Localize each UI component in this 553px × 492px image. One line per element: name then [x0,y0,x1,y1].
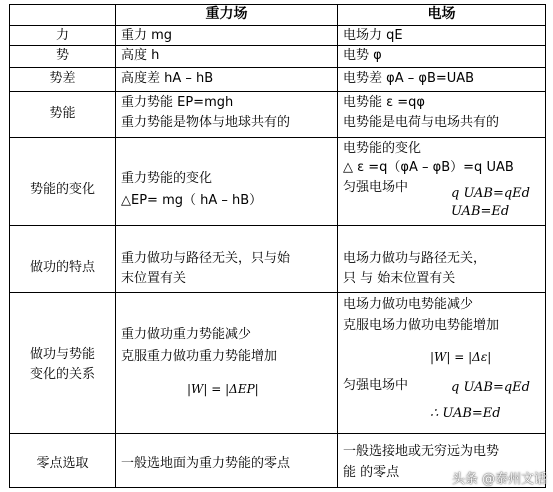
electric-work-decrease-note: 电场力做功电势能减少 [343,297,474,312]
gravity-work-characteristics-line2: 末位置有关 [121,271,187,286]
electric-work-formula-2: q UAB=qEd [451,380,530,395]
row-label-potential-energy: 势能 [49,106,76,121]
gravity-height-cell: 高度 h [121,48,160,63]
row-divider [9,25,545,26]
row-label-work-energy-relation-line1: 做功与势能 [29,347,95,362]
gravity-potential-energy-formula: 重力势能 EP=mgh [121,95,234,110]
table-border-right [545,4,546,488]
row-divider [9,433,545,434]
gravity-work-increase-note: 克服重力做功重力势能增加 [121,349,278,364]
electric-potential-energy-note: 电势能是电荷与电场共有的 [343,115,500,130]
gravity-work-decrease-note: 重力做功重力势能减少 [121,327,252,342]
row-divider [9,225,545,226]
row-label-work-characteristics: 做功的特点 [29,260,95,275]
header-electric-field: 电场 [427,6,456,22]
row-divider [9,292,545,293]
electric-potential-cell: 电势 φ [343,48,382,63]
electric-zero-point-line1: 一般选接地或无穷远为电势 [343,444,500,459]
gravity-energy-change-title: 重力势能的变化 [121,171,213,186]
electric-energy-change-title: 电势能的变化 [343,141,422,156]
column-divider [337,4,338,488]
column-divider [115,4,116,488]
electric-force-cell: 电场力 qE [343,28,403,43]
gravity-height-difference-cell: 高度差 hA – hB [121,71,214,86]
row-label-potential-difference: 势差 [49,71,76,86]
header-gravity-field: 重力场 [205,6,248,22]
electric-work-formula: q UAB=qEd [451,186,530,201]
table-border-top [9,4,545,5]
electric-voltage-formula-2: ∴ UAB=Ed [430,406,501,421]
gravity-potential-energy-note: 重力势能是物体与地球共有的 [121,115,291,130]
electric-work-increase-note: 克服电场力做功电势能增加 [343,318,500,333]
electric-potential-energy-formula: 电势能 ε =qφ [343,95,426,110]
electric-uniform-field-label-2: 匀强电场中 [343,378,409,393]
gravity-zero-point-cell: 一般选地面为重力势能的零点 [121,456,291,471]
row-label-zero-point: 零点选取 [36,456,89,471]
row-label-energy-change: 势能的变化 [29,182,95,197]
electric-zero-point-line2: 能 的零点 [343,465,400,480]
row-divider [9,137,545,138]
electric-voltage-formula: UAB=Ed [451,204,510,219]
electric-potential-difference-cell: 电势差 φA – φB=UAB [343,71,475,86]
row-label-potential: 势 [55,48,69,63]
electric-uniform-field-label: 匀强电场中 [343,180,409,195]
electric-work-characteristics-line2: 只 与 始末位置有关 [343,271,456,286]
table-border-bottom [9,487,545,488]
watermark: 头条 @泰州文话 [451,472,547,487]
row-label-work-energy-relation-line2: 变化的关系 [29,367,95,382]
row-divider [9,91,545,92]
gravity-work-energy-formula: |W| = |ΔEP| [187,382,259,396]
row-divider [9,45,545,46]
row-divider [9,67,545,68]
electric-work-energy-formula: |W| = |Δε| [430,350,492,364]
row-label-force: 力 [55,28,69,43]
gravity-work-characteristics-line1: 重力做功与路径无关，只与始 [121,251,291,266]
gravity-force-cell: 重力 mg [121,28,173,43]
gravity-energy-change-formula: △EP= mg（ hA – hB） [121,193,263,208]
electric-work-characteristics-line1: 电场力做功与路径无关， [343,251,487,266]
electric-energy-change-formula: △ ε =q（φA – φB）=q UAB [343,160,514,175]
